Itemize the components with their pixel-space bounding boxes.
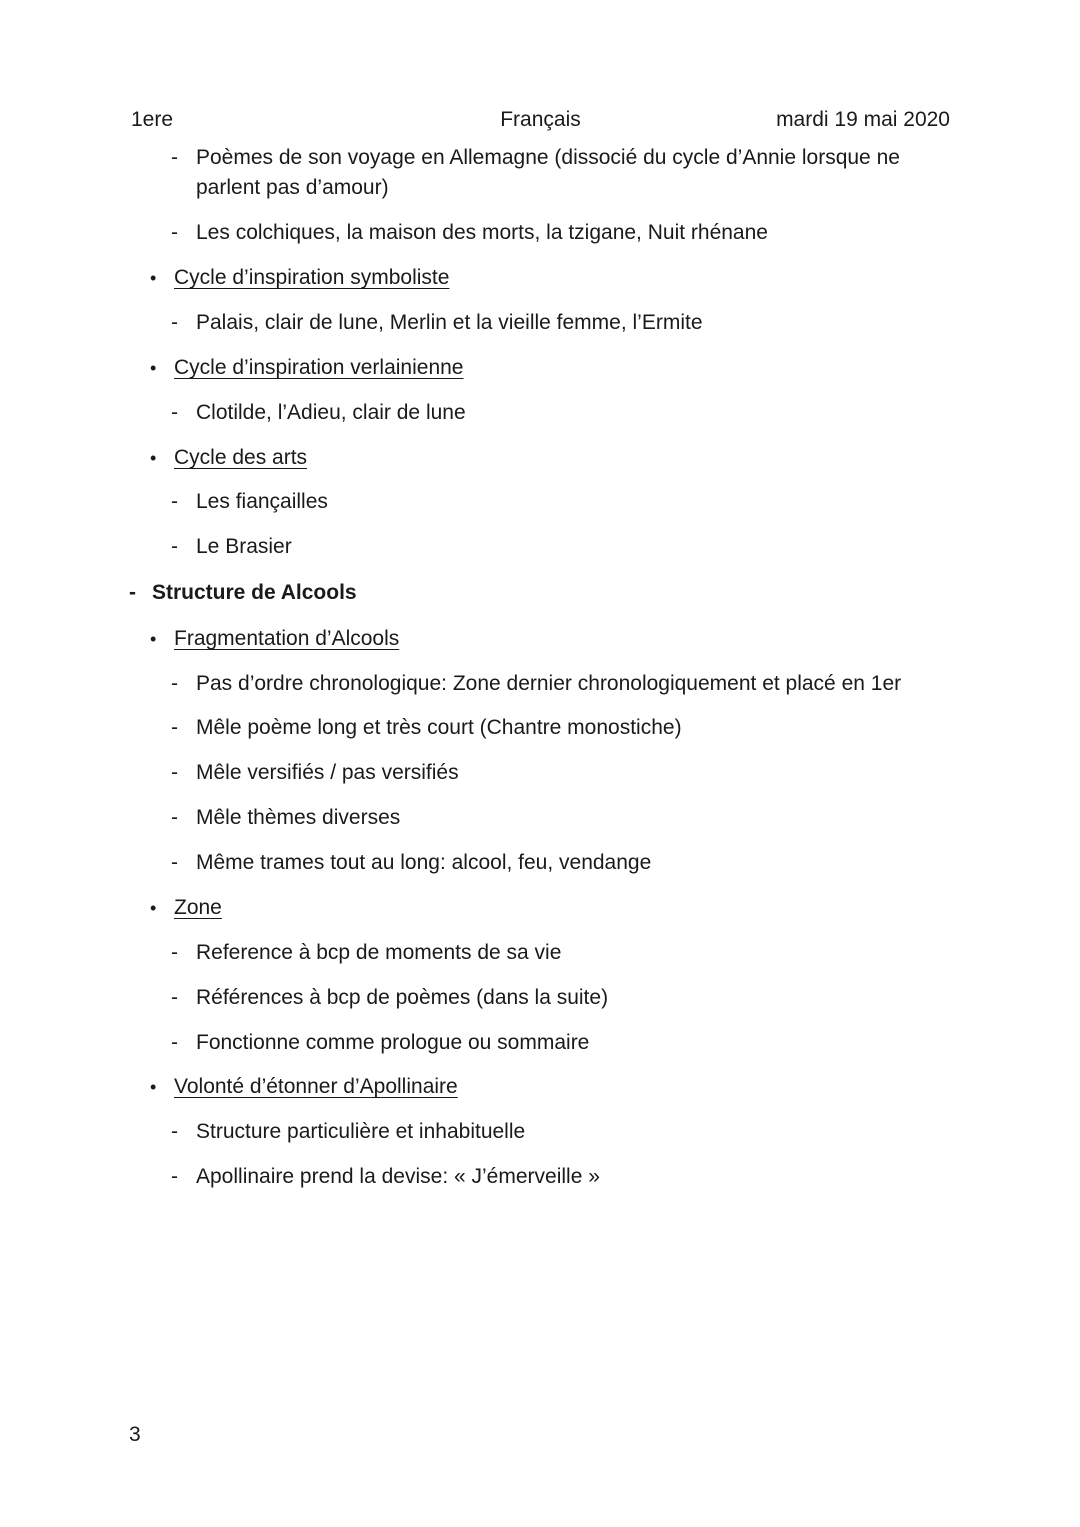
list-item-text: Palais, clair de lune, Merlin et la vieille femme, l’Ermite	[196, 311, 703, 334]
header-subject: Français	[500, 108, 581, 131]
page-number: 3	[129, 1423, 141, 1446]
section-heading: Cycle d’inspiration verlainienne	[174, 356, 464, 379]
dash-marker: -	[171, 761, 178, 784]
dash-marker: -	[171, 986, 178, 1009]
bullet-marker: •	[150, 268, 157, 288]
dash-marker: -	[171, 146, 178, 169]
section-heading: Cycle d’inspiration symboliste	[174, 266, 450, 289]
list-item-text: Références à bcp de poèmes (dans la suite)	[196, 986, 609, 1009]
dash-marker: -	[171, 806, 178, 829]
bullet-marker: •	[150, 448, 157, 468]
dash-marker: -	[171, 311, 178, 334]
bullet-marker: •	[150, 898, 157, 918]
dash-marker: -	[171, 535, 178, 558]
list-item-text: Même trames tout au long: alcool, feu, vendange	[196, 851, 652, 874]
dash-marker: -	[171, 941, 178, 964]
list-item-text: Structure particulière et inhabituelle	[196, 1120, 526, 1143]
list-item-text: Les fiançailles	[196, 490, 328, 513]
list-item-text: parlent pas d’amour)	[196, 176, 389, 199]
list-item-text: Mêle thèmes diverses	[196, 806, 401, 829]
dash-marker: -	[171, 221, 178, 244]
dash-marker: -	[171, 490, 178, 513]
dash-marker: -	[171, 716, 178, 739]
list-item-text: Reference à bcp de moments de sa vie	[196, 941, 562, 964]
list-item-text: Les colchiques, la maison des morts, la tzigane, Nuit rhénane	[196, 221, 768, 244]
list-item-text: Mêle poème long et très court (Chantre monostiche)	[196, 716, 682, 739]
header-class-level: 1ere	[131, 108, 174, 131]
section-heading: Cycle des arts	[174, 446, 308, 469]
list-item-text: Poèmes de son voyage en Allemagne (dissocié du cycle d’Annie lorsque ne	[196, 146, 900, 169]
header-date: mardi 19 mai 2020	[776, 108, 950, 131]
list-item-text: Pas d’ordre chronologique: Zone dernier chronologiquement et placé en 1er	[196, 672, 902, 695]
dash-marker: -	[171, 672, 178, 695]
dash-marker: -	[171, 1120, 178, 1143]
bullet-marker: •	[150, 1077, 157, 1097]
bullet-marker: •	[150, 629, 157, 649]
dash-marker: -	[171, 851, 178, 874]
dash-marker: -	[171, 1165, 178, 1188]
list-item-text: Apollinaire prend la devise: « J’émerveille »	[196, 1165, 600, 1188]
section-heading: Fragmentation d’Alcools	[174, 627, 400, 650]
dash-marker: -	[171, 1031, 178, 1054]
section-heading: Zone	[174, 896, 222, 919]
list-item-text: Mêle versifiés / pas versifiés	[196, 761, 459, 784]
section-heading: Volonté d’étonner d’Apollinaire	[174, 1075, 458, 1098]
list-item-text: Clotilde, l’Adieu, clair de lune	[196, 401, 466, 424]
main-heading: Structure de Alcools	[152, 581, 357, 604]
dash-marker: -	[171, 401, 178, 424]
dash-marker: -	[129, 581, 136, 604]
list-item-text: Fonctionne comme prologue ou sommaire	[196, 1031, 590, 1054]
bullet-marker: •	[150, 358, 157, 378]
list-item-text: Le Brasier	[196, 535, 292, 558]
page-header	[131, 108, 950, 136]
